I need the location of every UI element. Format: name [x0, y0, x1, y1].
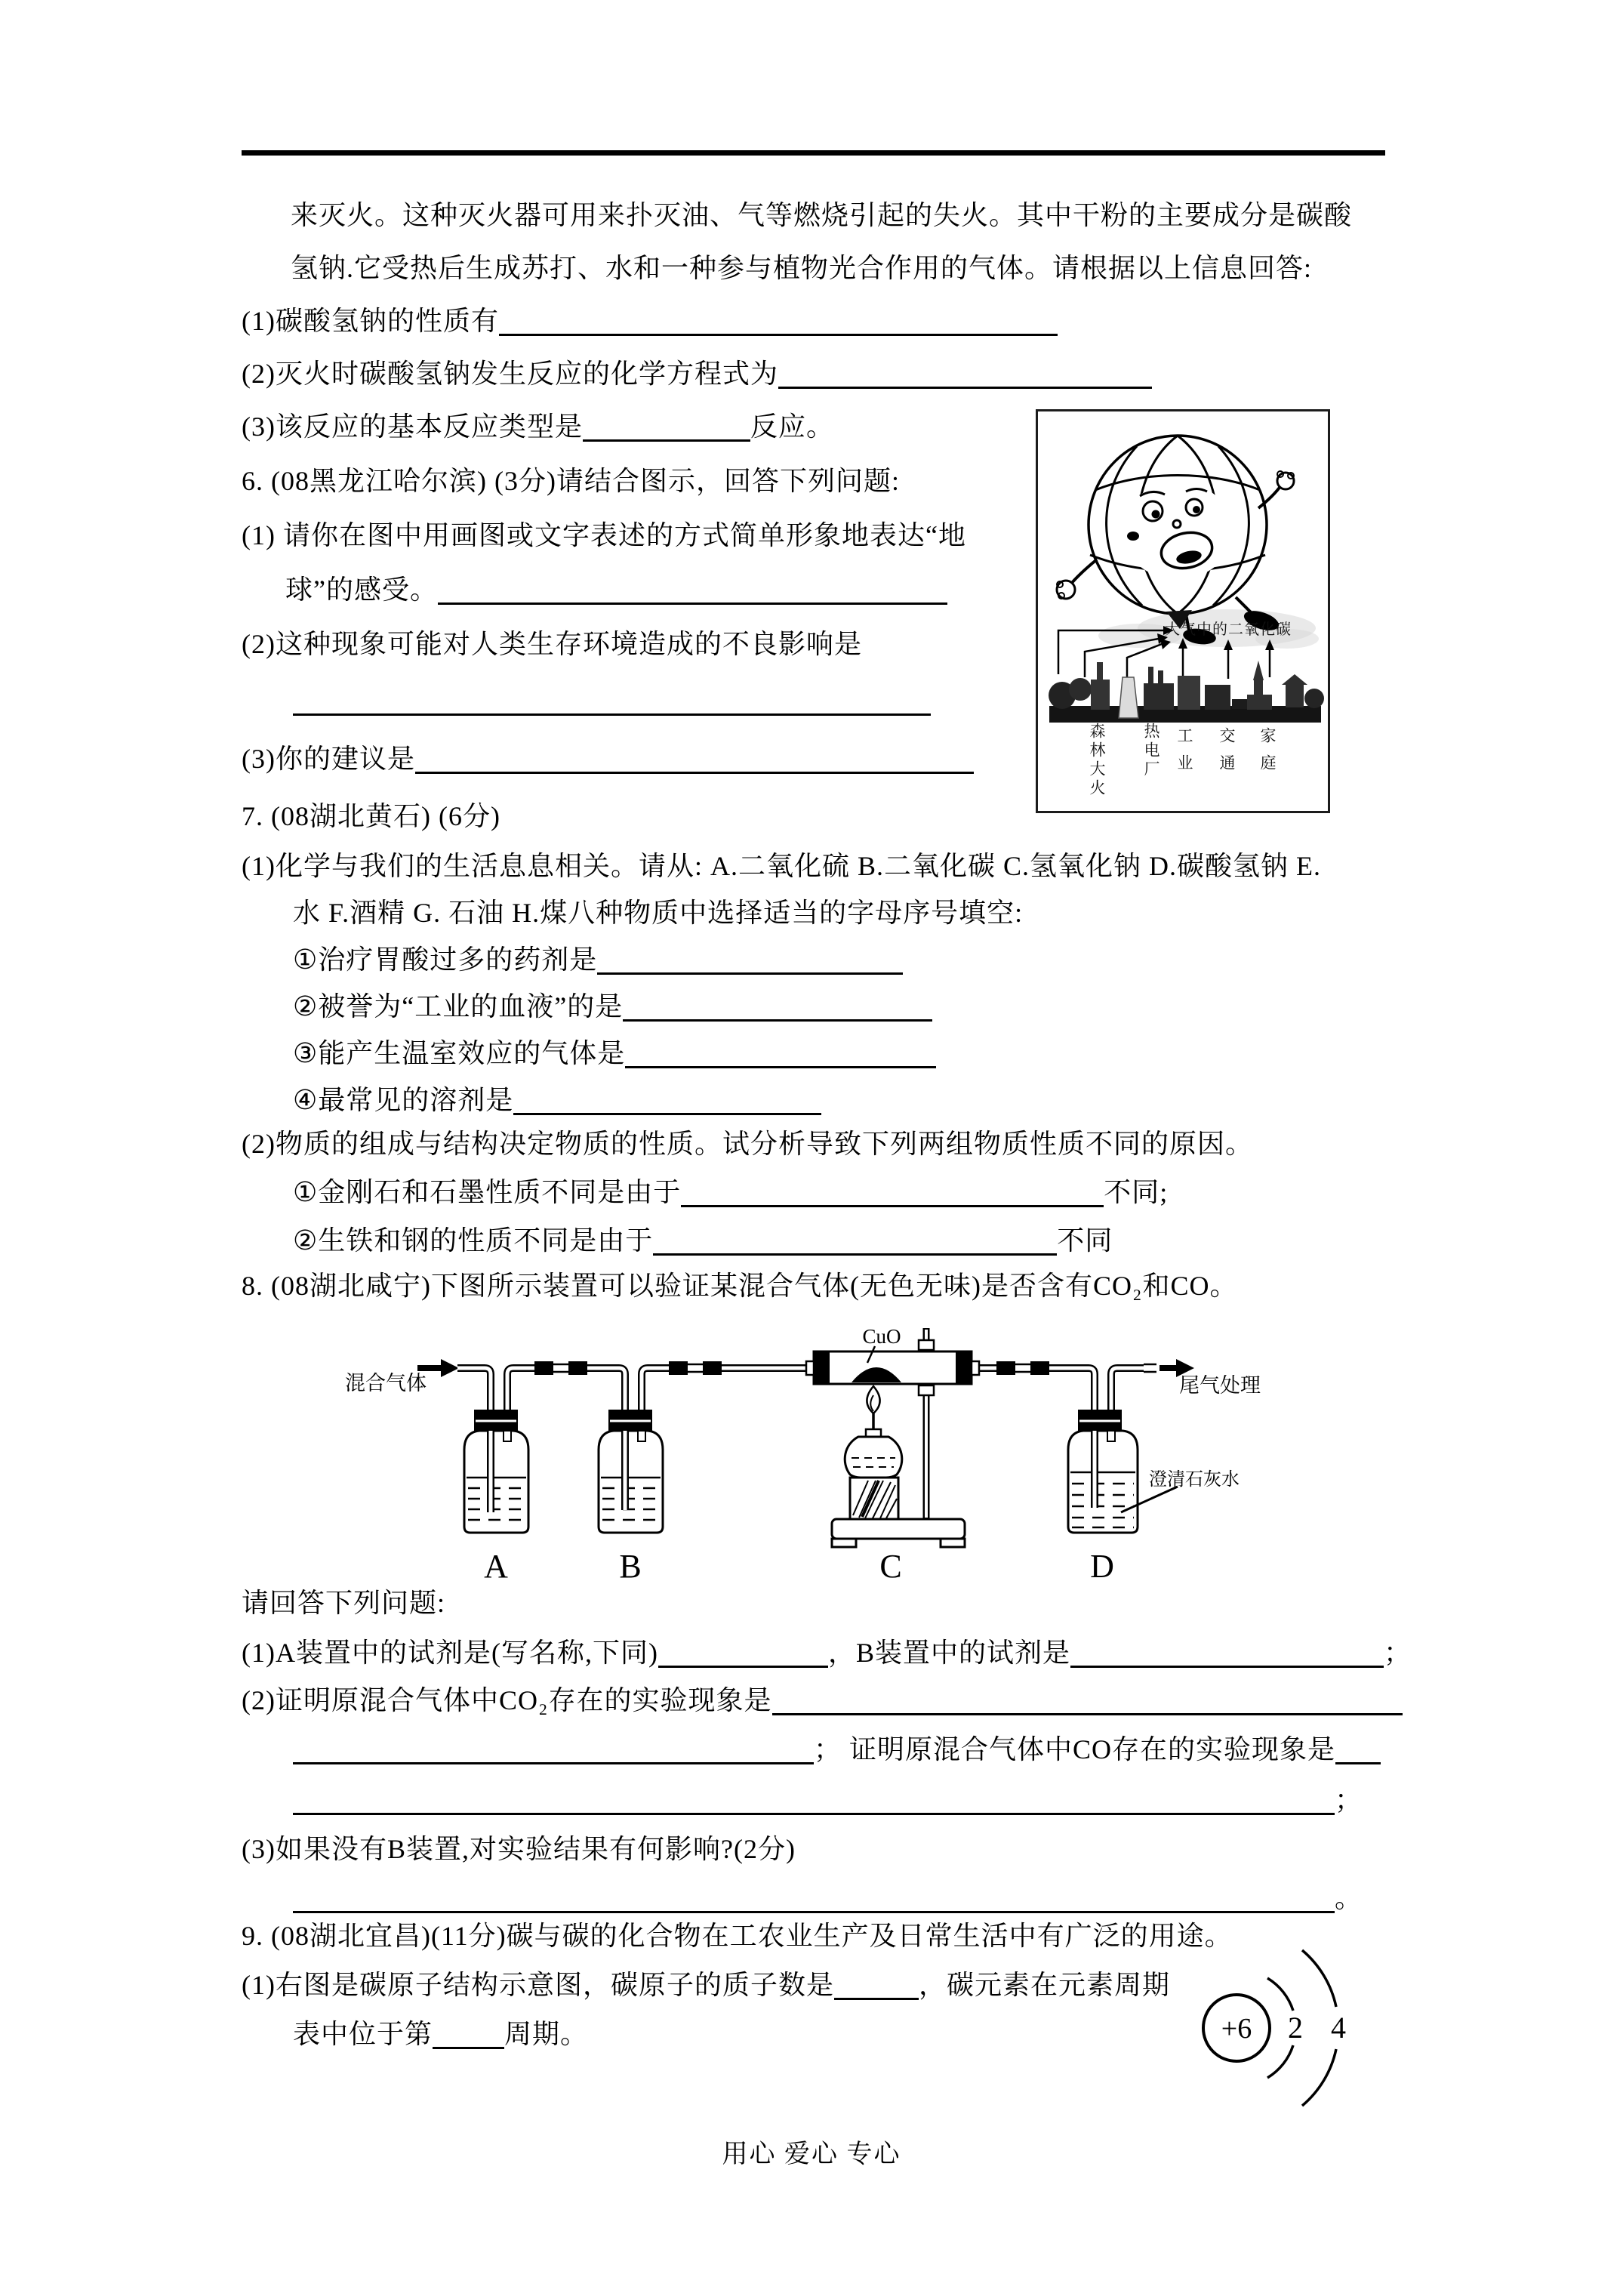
combustion-tube	[806, 1340, 979, 1395]
q7-sub3-text: ③能产生温室效应的气体是	[293, 1038, 626, 1068]
apparatus-label-b: B	[619, 1548, 642, 1585]
q5-item3-suffix: 反应。	[750, 411, 834, 442]
source-label-industry: 工业	[1175, 727, 1193, 781]
q5-paragraph-line2: 氢钠.它受热后生成苏打、水和一种参与植物光合作用的气体。请根据以上信息回答:	[291, 253, 1313, 283]
q7-sub3	[293, 1036, 936, 1071]
q8-item1-text1: (1)A装置中的试剂是(写名称,下同)	[242, 1638, 658, 1668]
source-label-forest-fire: 森林大火	[1088, 723, 1106, 798]
q5-paragraph-line1: 来灭火。这种灭火器可用来扑灭油、气等燃烧引起的失火。其中干粉的主要成分是碳酸	[291, 200, 1353, 230]
q6-item1-blank	[438, 592, 947, 605]
q5-item2-text: (2)灭火时碳酸氢钠发生反应的化学方程式为	[242, 359, 778, 389]
q6-item1-text: 球”的感受。	[285, 575, 438, 605]
source-label-household: 家庭	[1258, 727, 1277, 781]
q5-item1-text: (1)碳酸氢钠的性质有	[242, 306, 499, 336]
wood-block	[850, 1478, 898, 1519]
q7-sub2	[293, 989, 932, 1024]
q5-item2	[242, 356, 1152, 391]
q6-earth-figure	[1036, 409, 1330, 813]
shell2-electron-count: 4	[1331, 2011, 1346, 2045]
q6-item2-blank	[293, 703, 931, 716]
q9-item1-line1	[242, 1968, 1170, 2002]
q7-sub4	[293, 1083, 821, 1117]
q5-item3-blank	[583, 429, 750, 442]
carbon-atom-diagram	[1200, 1939, 1381, 2135]
q8-item2-blank2	[293, 1752, 814, 1764]
q8-item2-line2	[293, 1732, 1381, 1767]
q6-item1-line1: (1) 请你在图中用画图或文字表述的方式简单形象地表达“地	[242, 520, 966, 550]
bottle-stoppers	[474, 1410, 1122, 1441]
co2-atmosphere-label: 大气中的二氧化碳	[1165, 621, 1292, 638]
outlet-gas-label: 尾气处理	[1179, 1374, 1261, 1397]
q7-sub2-text: ②被誉为“工业的血液”的是	[293, 991, 624, 1022]
q7-sub1-blank	[597, 962, 903, 975]
q8-heading: 8. (08湖北咸宁)下图所示装置可以验证某混合气体(无色无味)是否含有CO₂和CO。	[242, 1271, 1238, 1301]
q7-sub4-blank	[513, 1102, 821, 1115]
q6-heading: 6. (08黑龙江哈尔滨) (3分)请结合图示，回答下列问题:	[242, 466, 900, 496]
q8-item3-suffix: 。	[1335, 1883, 1363, 1913]
bottle-liquids	[467, 1472, 1135, 1527]
q7-part2: (2)物质的组成与结构决定物质的性质。试分析导致下列两组物质性质不同的原因。	[242, 1129, 1253, 1159]
header-rule	[242, 150, 1385, 156]
q8-ask: 请回答下列问题:	[242, 1588, 446, 1618]
q9-item1-blank1	[834, 1987, 919, 2000]
gas-apparatus-diagram	[287, 1318, 1298, 1589]
q7-heading: 7. (08湖北黄石) (6分)	[242, 801, 500, 831]
q6-item1-line2	[285, 572, 947, 607]
q9-item1-text3: 表中位于第	[293, 2019, 433, 2049]
q9-item1-text1: (1)右图是碳原子结构示意图，碳原子的质子数是	[242, 1970, 834, 2000]
q8-item2-line3	[293, 1783, 1363, 1817]
q9-item1-text4: 周期。	[504, 2019, 589, 2049]
q9-item1-blank2	[433, 2036, 504, 2049]
q7-sub1	[293, 942, 903, 977]
q6-item2: (2)这种现象可能对人类生存环境造成的不良影响是	[242, 629, 862, 659]
inlet-gas-label: 混合气体	[345, 1372, 427, 1395]
q8-item1-blank2	[1070, 1655, 1384, 1668]
q8-item2-suffix: ；	[1335, 1785, 1363, 1815]
q7-part2-sub1-blank	[681, 1194, 1104, 1207]
city-silhouette	[1049, 661, 1324, 723]
alcohol-lamp	[845, 1386, 902, 1478]
q7-part2-sub1	[293, 1175, 1168, 1210]
q8-item2-blank3	[1335, 1752, 1381, 1764]
q8-item2-text1: (2)证明原混合气体中CO₂存在的实验现象是	[242, 1685, 772, 1715]
q5-item1-blank	[499, 323, 1058, 336]
limewater-label: 澄清石灰水	[1149, 1470, 1240, 1490]
globe-character-icon	[1057, 436, 1294, 646]
nucleus-charge-label: +6	[1221, 2013, 1252, 2045]
q8-item1-suffix: ；	[1383, 1638, 1412, 1668]
q6-item3-text: (3)你的建议是	[242, 744, 415, 774]
q5-item3-text: (3)该反应的基本反应类型是	[242, 411, 583, 442]
q8-item2-blank1	[772, 1703, 1403, 1715]
shell1-electron-count: 2	[1288, 2011, 1303, 2045]
q7-part2-sub2-suffix: 不同	[1057, 1225, 1113, 1256]
q7-sub1-text: ①治疗胃酸过多的药剂是	[293, 945, 598, 975]
q5-item2-blank	[778, 376, 1152, 389]
q7-sub3-blank	[625, 1056, 936, 1068]
q7-part2-sub1-text: ①金刚石和石墨性质不同是由于	[293, 1177, 682, 1207]
apparatus-label-a: A	[484, 1548, 508, 1585]
q7-part2-sub2-blank	[653, 1243, 1057, 1256]
q7-part2-sub1-suffix: 不同;	[1104, 1177, 1169, 1207]
q8-item3-blankline	[293, 1881, 1363, 1915]
q9-heading: 9. (08湖北宜昌)(11分)碳与碳的化合物在工农业生产及日常生活中有广泛的用途。	[242, 1921, 1233, 1951]
q9-item1-line2	[293, 2017, 588, 2051]
q7-part2-sub2	[293, 1223, 1113, 1258]
q8-item1	[242, 1635, 1412, 1670]
q7-sub4-text: ④最常见的溶剂是	[293, 1085, 514, 1115]
q6-item3	[242, 741, 974, 776]
q8-item3: (3)如果没有B装置,对实验结果有何影响?(2分)	[242, 1834, 796, 1864]
q7-part2-sub2-text: ②生铁和钢的性质不同是由于	[293, 1225, 654, 1256]
q8-item1-blank1	[658, 1655, 828, 1668]
source-label-power-plant: 热电厂	[1142, 723, 1160, 779]
q8-item2-line1	[242, 1683, 1403, 1718]
apparatus-label-d: D	[1090, 1548, 1114, 1585]
q5-item1	[242, 304, 1058, 338]
q7-sub2-blank	[623, 1009, 932, 1022]
source-label-traffic: 交通	[1218, 727, 1236, 781]
q8-item2-blank4	[293, 1802, 1335, 1815]
glass-tubing	[457, 1368, 1144, 1512]
q8-item1-text2: ，B装置中的试剂是	[827, 1638, 1070, 1668]
q7-part1-line2: 水 F.酒精 G. 石油 H.煤八种物质中选择适当的字母序号填空:	[293, 898, 1024, 928]
q7-part1-line1: (1)化学与我们的生活息息相关。请从: A.二氧化硫 B.二氧化碳 C.氢氧化钠 D.碳酸氢钠 E.	[242, 851, 1321, 881]
apparatus-label-c: C	[879, 1548, 902, 1585]
cuo-label: CuO	[862, 1325, 901, 1348]
q8-item2-text2: ； 证明原混合气体中CO存在的实验现象是	[814, 1734, 1336, 1764]
page-footer-motto: 用心 爱心 专心	[722, 2140, 901, 2168]
q8-item3-blank	[293, 1900, 1335, 1913]
q6-item3-blank	[415, 761, 974, 774]
wash-bottles	[464, 1431, 1138, 1533]
q5-item3	[242, 409, 834, 444]
q6-item2-blankline	[293, 683, 931, 718]
q9-item1-text2: ，碳元素在元素周期	[918, 1970, 1170, 2000]
